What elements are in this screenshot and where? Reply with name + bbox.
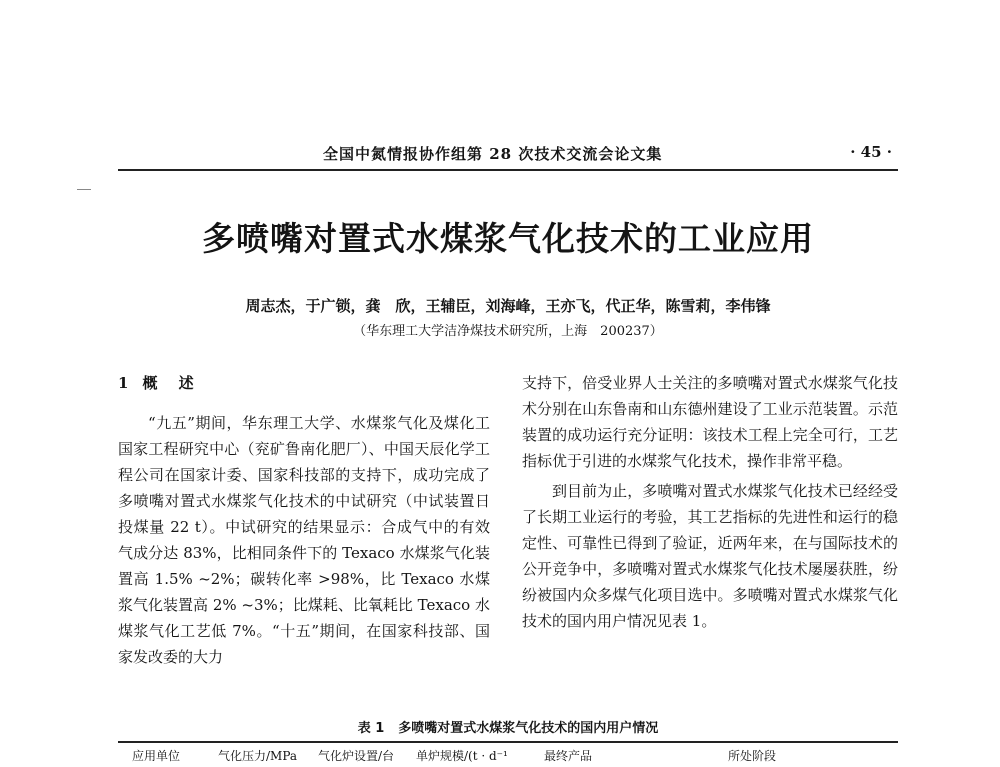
paragraph-continued: 支持下，倍受业界人士关注的多喷嘴对置式水煤浆气化技术分别在山东鲁南和山东德州建设了工业示范装置。示范装置的成功运行充分证明：该技术工程上完全可行，工艺指标优于引进的水煤浆气化技术，操作非常平稳。 <box>522 374 898 470</box>
right-column <box>522 370 898 634</box>
table-header-cell: 所处阶段 <box>728 749 777 763</box>
affiliation: （华东理工大学洁净煤技术研究所，上海 200237） <box>353 324 663 339</box>
paper-title: 多喷嘴对置式水煤浆气化技术的工业应用 <box>202 219 814 258</box>
section-number: 1 <box>118 374 129 392</box>
header-rule <box>118 169 898 171</box>
running-head <box>118 141 898 165</box>
page-number: · 45 · <box>850 143 892 161</box>
paragraph: 到目前为止，多喷嘴对置式水煤浆气化技术已经经受了长期工业运行的考验，其工艺指标的先进性和运行的稳定性、可靠性已得到了验证，近两年来，在与国际技术的公开竞争中，多喷嘴对置式水煤浆气化技术屡屡获胜，纷纷被国内众多煤气化项目选中。多喷嘴对置式水煤浆气化技术的国内用户情况见表 1。 <box>522 482 898 630</box>
journal-name: 全国中氮情报协作组第 28 次技术交流会论文集 <box>323 145 663 163</box>
section-heading <box>118 370 490 396</box>
paragraph: “九五”期间，华东理工大学、水煤浆气化及煤化工国家工程研究中心（兖矿鲁南化肥厂）、中国天辰化学工程公司在国家计委、国家科技部的支持下，成功完成了多喷嘴对置式水煤浆气化技术的中试研究（中试装置日投煤量 22 t）。中试研究的结果显示：合成气中的有效气成分达 83%，比相同条件下的 Texaco 水煤浆气化装置高 1.5% ~2%；碳转化率 >98%，比 Texaco 水煤浆气化装置高 2% ~3%；比煤耗、比氧耗比 Texaco 水煤浆气化工艺低 7%。“十五”期间，在国家科技部、国家发改委的大力 <box>118 414 490 666</box>
section-title: 概 述 <box>142 374 202 392</box>
left-column <box>118 370 490 670</box>
table-label: 表 1 <box>357 721 385 736</box>
table-top-rule <box>118 741 898 743</box>
margin-mark <box>77 189 91 190</box>
table-header-cell: 最终产品 <box>544 749 593 763</box>
table-header-cell: 气化炉设置/台 <box>318 749 395 763</box>
author-list: 周志杰，于广锁，龚 欣，王辅臣，刘海峰，王亦飞，代正华，陈雪莉，李伟锋 <box>245 297 771 315</box>
table-header-cell: 气化压力/MPa <box>218 749 298 763</box>
table-header-cell: 应用单位 <box>132 749 181 763</box>
table-header-cell: 单炉规模/(t · d⁻¹ <box>416 749 508 763</box>
table-caption-text: 多喷嘴对置式水煤浆气化技术的国内用户情况 <box>398 721 659 736</box>
table-caption <box>118 717 898 736</box>
table-header-row <box>118 747 898 767</box>
